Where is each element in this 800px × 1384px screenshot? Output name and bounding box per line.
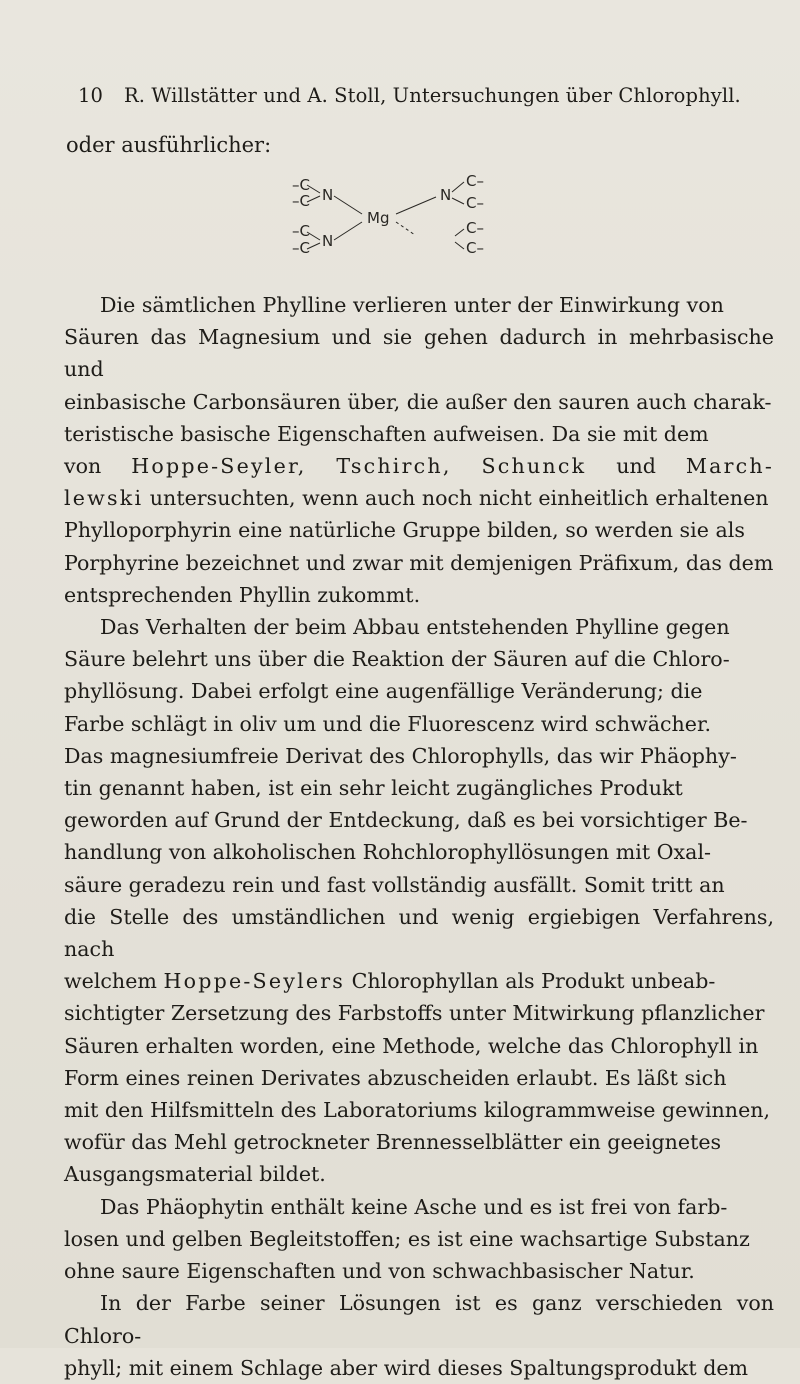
intro-line: oder ausführlicher: [66, 133, 272, 157]
author-name: lewski [64, 486, 144, 511]
text-fragment: Chlorophyllan als Produkt unbeab- [351, 969, 716, 994]
formula-c-3: –C [292, 222, 310, 240]
text-line: wofür das Mehl getrockneter Brennesselblätter ein geeignetes [64, 1130, 722, 1155]
text-line: phyllösung. Dabei erfolgt eine augenfällige Veränderung; die [64, 679, 703, 704]
text-line: In der Farbe seiner Lösungen ist es ganz verschieden von Chloro- [64, 1291, 774, 1348]
formula-c-7: C– [466, 219, 484, 237]
text-word: welchem [64, 969, 157, 994]
text-line: entsprechenden Phyllin zukommt. [64, 582, 421, 607]
text-line: teristische basische Eigenschaften aufweisen. Da sie mit dem [64, 421, 709, 446]
body-text [64, 289, 774, 1384]
running-header [78, 84, 768, 107]
author-name: March- [685, 454, 774, 479]
author-name: Hoppe-Seyler, [131, 454, 307, 479]
text-line: sichtigter Zersetzung des Farbstoffs unter Mitwirkung pflanzlicher [64, 1001, 765, 1026]
text-line [64, 482, 774, 514]
formula-c-1: –C [292, 176, 310, 194]
text-line: ohne saure Eigenschaften und von schwachbasischer Natur. [64, 1259, 695, 1284]
text-line: Das Verhalten der beim Abbau entstehenden Phylline gegen [100, 615, 730, 640]
author-name: Tschirch, [336, 454, 452, 479]
text-line: Säuren das Magnesium und sie gehen dadurch in mehrbasische und [64, 325, 774, 382]
formula-n-right-top: N [440, 186, 452, 204]
paragraph-4 [64, 1287, 774, 1384]
author-name: Schunck [481, 454, 587, 479]
text-line: Form eines reinen Derivates abzuscheiden erlaubt. Es läßt sich [64, 1065, 727, 1090]
text-line: Farbe schlägt in oliv um und die Fluorescenz wird schwächer. [64, 711, 712, 736]
formula-c-4: –C [292, 239, 310, 257]
formula-c-5: C– [466, 172, 484, 190]
text-word: und [616, 454, 656, 479]
running-title: R. Willstätter und A. Stoll, Untersuchungen über Chlorophyll. [124, 84, 741, 107]
author-name: Hoppe-Seylers [163, 969, 346, 994]
text-line: säure geradezu rein und fast vollständig ausfällt. Somit tritt an [64, 872, 725, 897]
text-line: geworden auf Grund der Entdeckung, daß es bei vorsichtiger Be- [64, 808, 748, 833]
text-line: Die sämtlichen Phylline verlieren unter der Einwirkung von [100, 293, 724, 317]
paragraph-1 [64, 289, 774, 611]
formula-c-8: C– [466, 239, 484, 257]
text-line: mit den Hilfsmitteln des Laboratoriums kilogrammweise gewinnen, [64, 1098, 771, 1123]
page-number: 10 [78, 84, 104, 107]
text-line [64, 965, 774, 997]
formula-c-6: C– [466, 194, 484, 212]
formula-drawing [290, 170, 540, 280]
formula-mg: Mg [367, 209, 390, 227]
spaced-name-line [64, 450, 774, 482]
text-line: Phylloporphyrin eine natürliche Gruppe bilden, so werden sie als [64, 518, 745, 543]
paragraph-2 [64, 611, 774, 1191]
text-line: phyll; mit einem Schlage aber wird dieses Spaltungsprodukt dem [64, 1355, 749, 1380]
paragraph-3 [64, 1191, 774, 1288]
text-line: Das Phäophytin enthält keine Asche und es ist frei von farb- [100, 1194, 728, 1219]
text-word: von [64, 454, 102, 479]
formula-n-left-top: N [322, 186, 334, 204]
text-line: tin genannt haben, ist ein sehr leicht zugängliches Produkt [64, 776, 683, 801]
text-line: losen und gelben Begleitstoffen; es ist eine wachsartige Substanz [64, 1226, 750, 1251]
text-fragment: untersuchten, wenn auch noch nicht einheitlich erhaltenen [143, 486, 769, 511]
text-line: Säure belehrt uns über die Reaktion der Säuren auf die Chloro- [64, 647, 730, 672]
text-line: Porphyrine bezeichnet und zwar mit demjenigen Präfixum, das dem [64, 550, 774, 575]
formula-n-left-bottom: N [322, 232, 334, 250]
text-line: Ausgangsmaterial bildet. [64, 1162, 326, 1187]
text-line: einbasische Carbonsäuren über, die außer den sauren auch charak- [64, 389, 772, 414]
text-line: Das magnesiumfreie Derivat des Chlorophylls, das wir Phäophy- [64, 743, 737, 768]
text-line: Säuren erhalten worden, eine Methode, welche das Chlorophyll in [64, 1033, 759, 1058]
text-line: die Stelle des umständlichen und wenig ergiebigen Verfahrens, nach [64, 904, 774, 962]
structural-formula [290, 170, 540, 280]
formula-c-2: –C [292, 192, 310, 210]
text-line: handlung von alkoholischen Rohchlorophyllösungen mit Oxal- [64, 840, 711, 865]
